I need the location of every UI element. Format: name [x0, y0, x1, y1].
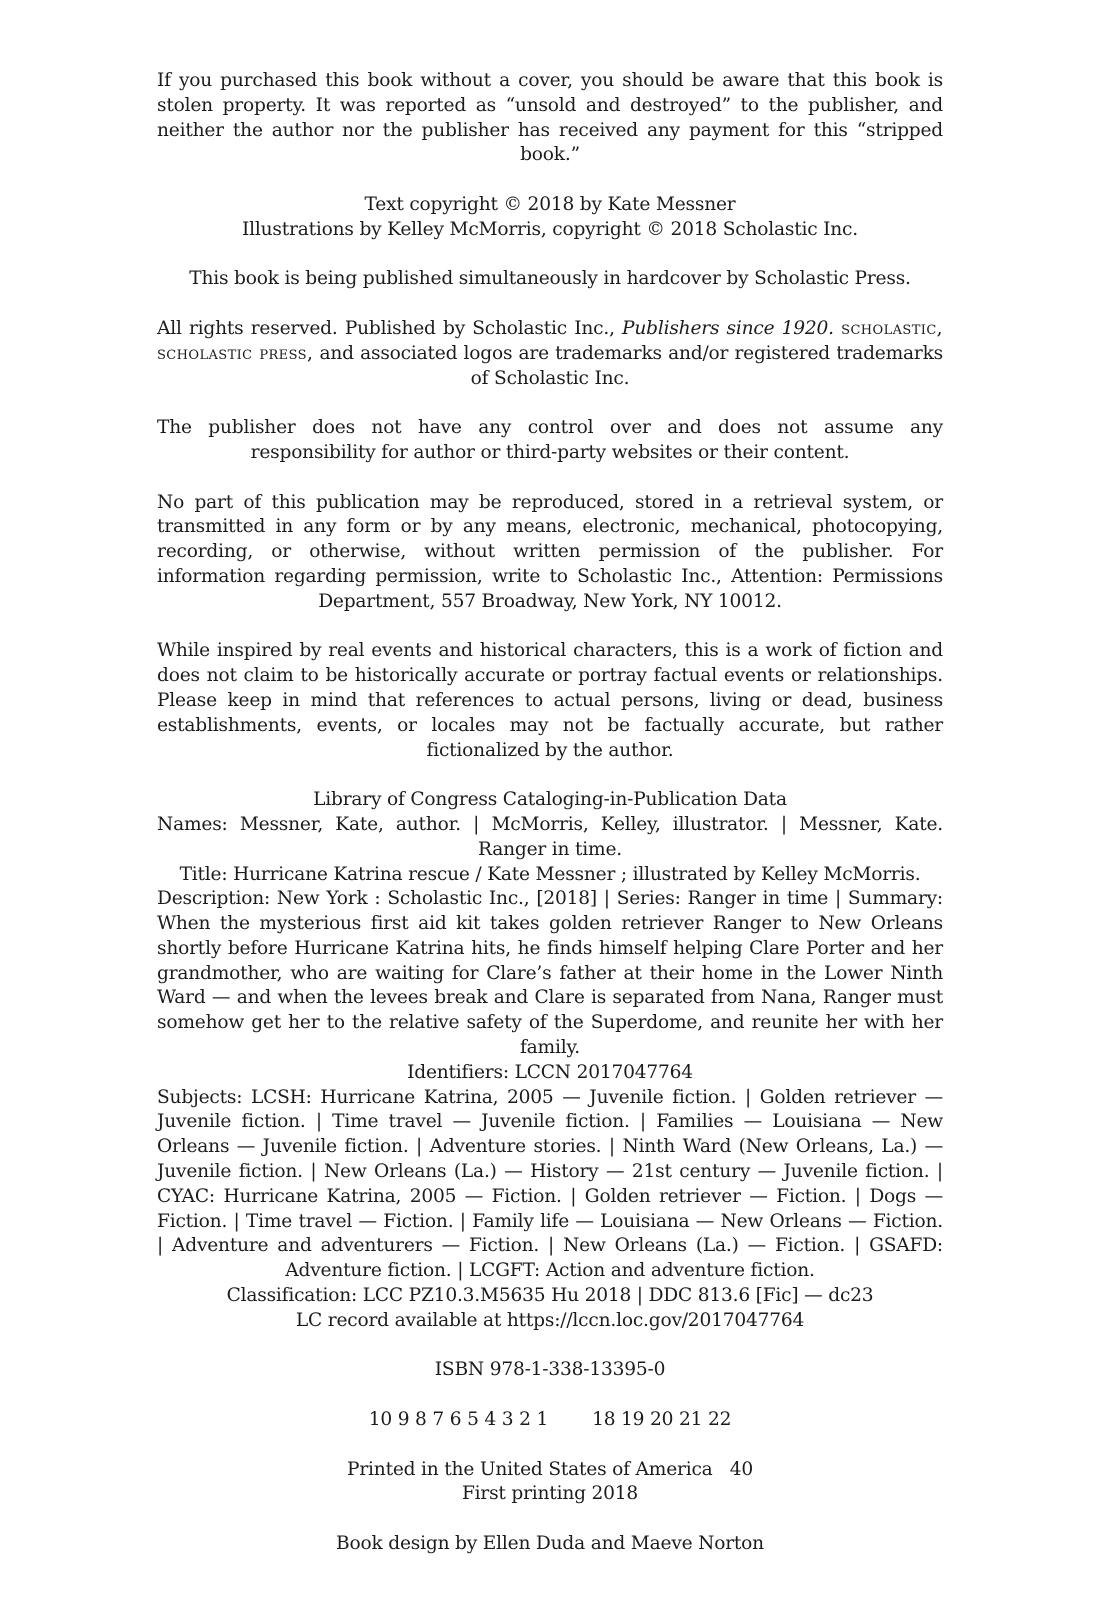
printing-line: [157, 1408, 943, 1433]
isbn: ISBN 978-1-338-13395-0: [434, 1359, 666, 1381]
responsibility-notice: The publisher does not have any control over and does not assume any responsibility for author or third-party websites or their content.: [157, 417, 943, 463]
first-printing: First printing 2018: [461, 1483, 639, 1505]
trademark-scholastic-press: scholastic press,: [157, 342, 314, 364]
cip-lc-record: LC record available at https://lccn.loc.gov/2017047764: [295, 1309, 805, 1331]
cip-classification: Classification: LCC PZ10.3.M5635 Hu 2018 | DDC 813.6 [Fic] — dc23: [226, 1285, 874, 1307]
rights-part-2: and associated logos are trademarks and/or registered trademarks of Scholastic Inc.: [319, 342, 943, 389]
simultaneous-publication: This book is being published simultaneously in hardcover by Scholastic Press.: [189, 268, 911, 290]
cip-names: Names: Messner, Kate, author. | McMorris, Kelley, illustrator. | Messner, Kate. Ranger in time.: [157, 813, 943, 860]
text-copyright: Text copyright © 2018 by Kate Messner: [364, 193, 736, 215]
printing-numbers: 10 9 8 7 6 5 4 3 2 1: [368, 1409, 549, 1431]
book-design-credit: Book design by Ellen Duda and Maeve Norton: [336, 1533, 764, 1555]
printed-country: Printed in the United States of America: [347, 1458, 713, 1480]
reproduction-notice: No part of this publication may be reproduced, stored in a retrieval system, or transmitted in any form or by any means, electronic, mechanical, photocopying, recording, or otherwise, without written permission of the publisher. For information regarding permission, write to Scholastic Inc., Attention: Permissions Department, 557 Broadway, New York, NY 10012.: [157, 491, 943, 612]
cip-title: Title: Hurricane Katrina rescue / Kate Messner ; illustrated by Kelley McMorris.: [179, 863, 921, 885]
fiction-notice: While inspired by real events and historical characters, this is a work of fiction and does not claim to be historically accurate or portray factual events or relationships. Please keep in mind that references to actual persons, living or dead, business establishments, events, or locales may not be factually accurate, but rather fictionalized by the author.: [157, 640, 943, 761]
publishers-since: Publishers since 1920.: [622, 317, 834, 339]
cip-description: Description: New York : Scholastic Inc., [2018] | Series: Ranger in time | Summary: When the mysterious first aid kit takes golden retriever Ranger to New Orleans shortly before Hurricane Katrina hits, he finds himself helping Clare Porter and her grandmother, who are waiting for Clare’s father at their home in the Lower Ninth Ward — and when the levees break and Clare is separated from Nana, Ranger must somehow get her to the relative safety of the Superdome, and reunite her with her family.: [157, 888, 943, 1059]
printed-in: [157, 1458, 943, 1483]
cip-heading: Library of Congress Cataloging-in-Publication Data: [313, 789, 787, 811]
stripped-book-notice: If you purchased this book without a cover, you should be aware that this book is stolen property. It was reported as “unsold and destroyed” to the publisher, and neither the author nor the publisher has received any payment for this “stripped book.”: [157, 70, 943, 166]
printing-info: [157, 1458, 943, 1508]
printing-years: 18 19 20 21 22: [592, 1409, 732, 1431]
cip-data: [157, 788, 943, 1334]
cip-subjects: Subjects: LCSH: Hurricane Katrina, 2005 — Juvenile fiction. | Golden retriever — Juvenile fiction. | Time travel — Juvenile fiction. | Families — Louisiana — New Orleans — Juvenile fiction. | Adventure stories. | Ninth Ward (New Orleans, La.) — Juvenile fiction. | New Orleans (La.) — History — 21st century — Juvenile fiction. | CYAC: Hurricane Katrina, 2005 — Fiction. | Golden retriever — Fiction. | Dogs — Fiction. | Time travel — Fiction. | Family life — Louisiana — New Orleans — Fiction. | Adventure and adventurers — Fiction. | New Orleans (La.) — Fiction. | GSAFD: Adventure fiction. | LCGFT: Action and adventure fiction.: [157, 1086, 943, 1282]
printer-code: 40: [729, 1458, 753, 1480]
rights-reserved: [157, 317, 943, 391]
cip-identifiers: Identifiers: LCCN 2017047764: [407, 1061, 693, 1083]
trademark-scholastic: scholastic,: [841, 317, 943, 339]
copyright-block: [157, 193, 943, 243]
illustrations-copyright: Illustrations by Kelley McMorris, copyright © 2018 Scholastic Inc.: [242, 218, 858, 240]
copyright-page: [157, 69, 943, 1557]
rights-part-1: All rights reserved. Published by Scholastic Inc.,: [157, 317, 615, 339]
